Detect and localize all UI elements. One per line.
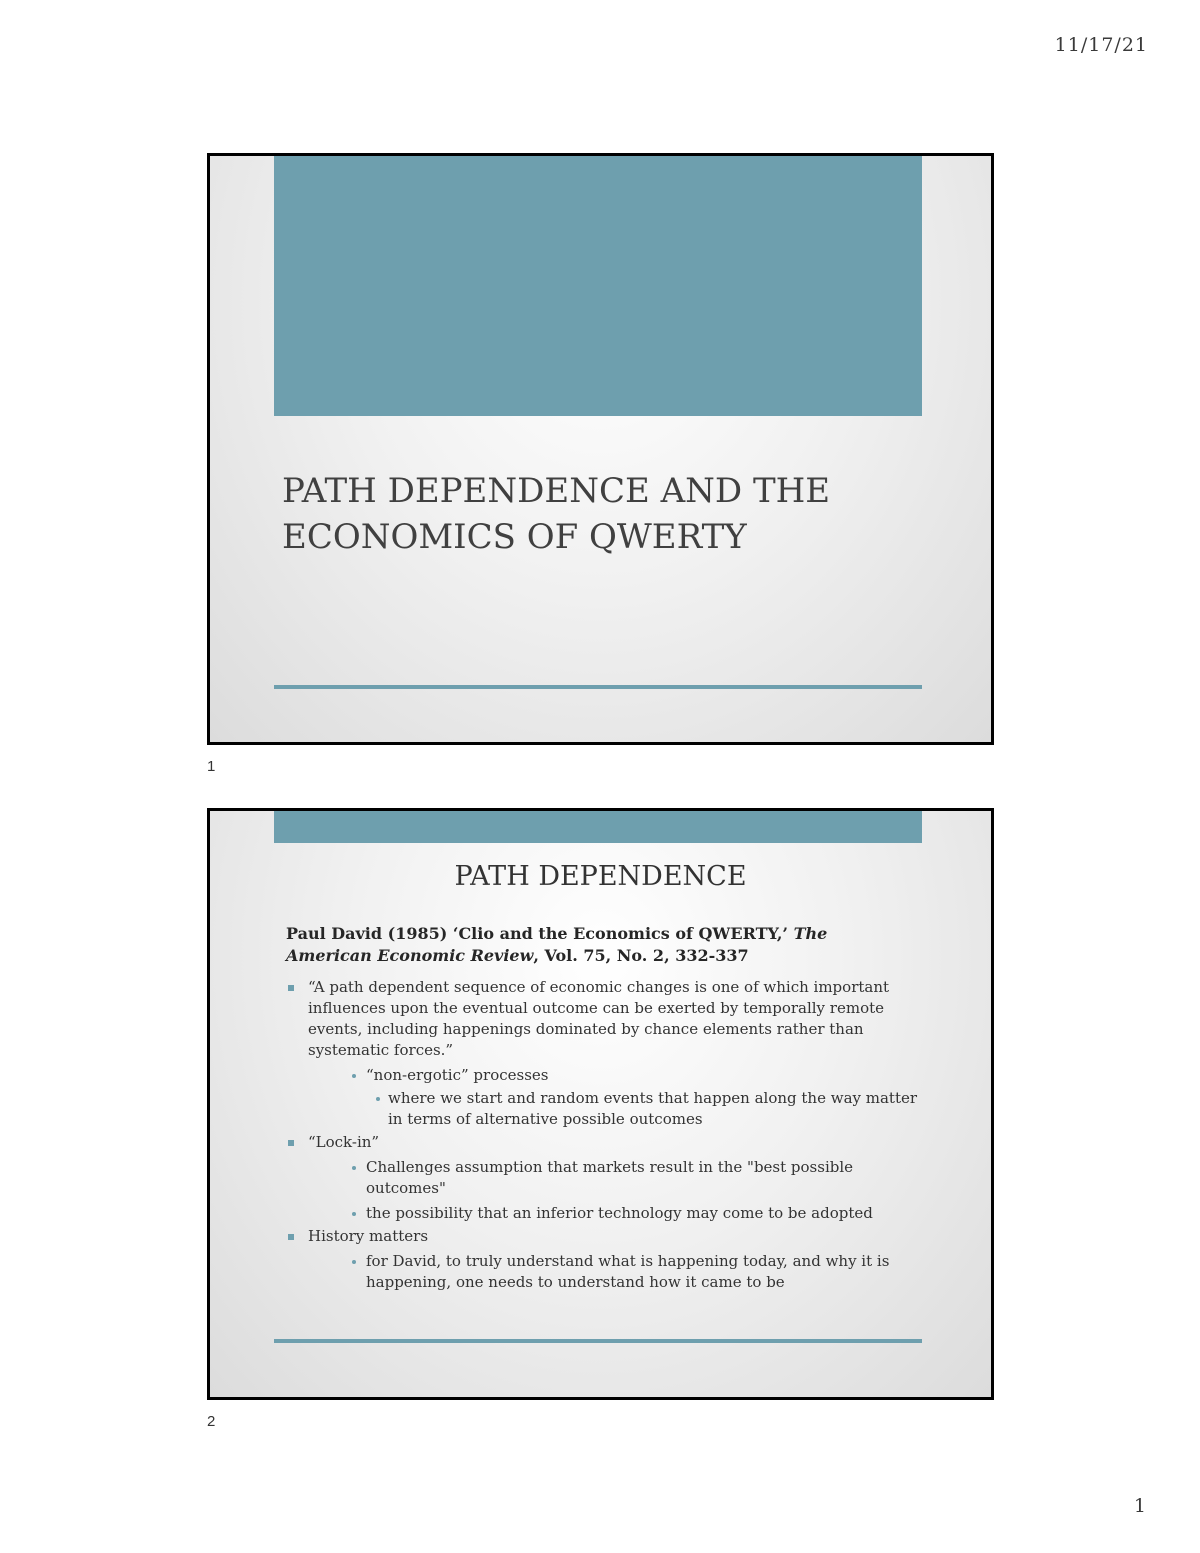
slide-1-title-line-1: PATH DEPENDENCE AND THE [282, 471, 831, 511]
sub-bullet-item: the possibility that an inferior technology may come to be adopted [286, 1203, 926, 1224]
accent-rule [274, 1339, 922, 1343]
sub-bullet-item: “non-ergotic” processes [286, 1065, 926, 1086]
citation [286, 923, 906, 967]
slide-1-number: 1 [207, 758, 216, 775]
page-number: 1 [1133, 1495, 1146, 1517]
accent-rule [274, 685, 922, 689]
header-banner [274, 811, 922, 843]
slide-2 [207, 808, 994, 1400]
slide-1-title [282, 468, 912, 560]
title-banner [274, 156, 922, 416]
bullet-list [286, 975, 926, 1293]
bullet-item: “Lock-in” [286, 1132, 926, 1153]
sub-sub-bullet-item: where we start and random events that happen along the way matter in terms of alternative possible outcomes [286, 1088, 926, 1130]
bullet-item: “A path dependent sequence of economic changes is one of which important influences upon the eventual outcome can be exerted by temporally remote events, including happenings dominated by chance elements rather than systematic forces.” [286, 977, 926, 1061]
slide-1 [207, 153, 994, 745]
citation-journal: The American Economic Review [286, 924, 828, 965]
citation-details: , Vol. 75, No. 2, 332-337 [533, 946, 749, 965]
slide-2-number: 2 [207, 1413, 216, 1430]
slide-1-title-line-2: ECONOMICS OF QWERTY [282, 517, 747, 557]
bullet-item: History matters [286, 1226, 926, 1247]
header-date: 11/17/21 [1054, 34, 1148, 56]
sub-bullet-item: Challenges assumption that markets result in the "best possible outcomes" [286, 1157, 926, 1199]
citation-authors-title: Paul David (1985) ‘Clio and the Economics of QWERTY,’ [286, 924, 794, 943]
slide-2-title: PATH DEPENDENCE [454, 861, 747, 892]
sub-bullet-item: for David, to truly understand what is happening today, and why it is happening, one needs to understand how it came to be [286, 1251, 926, 1293]
